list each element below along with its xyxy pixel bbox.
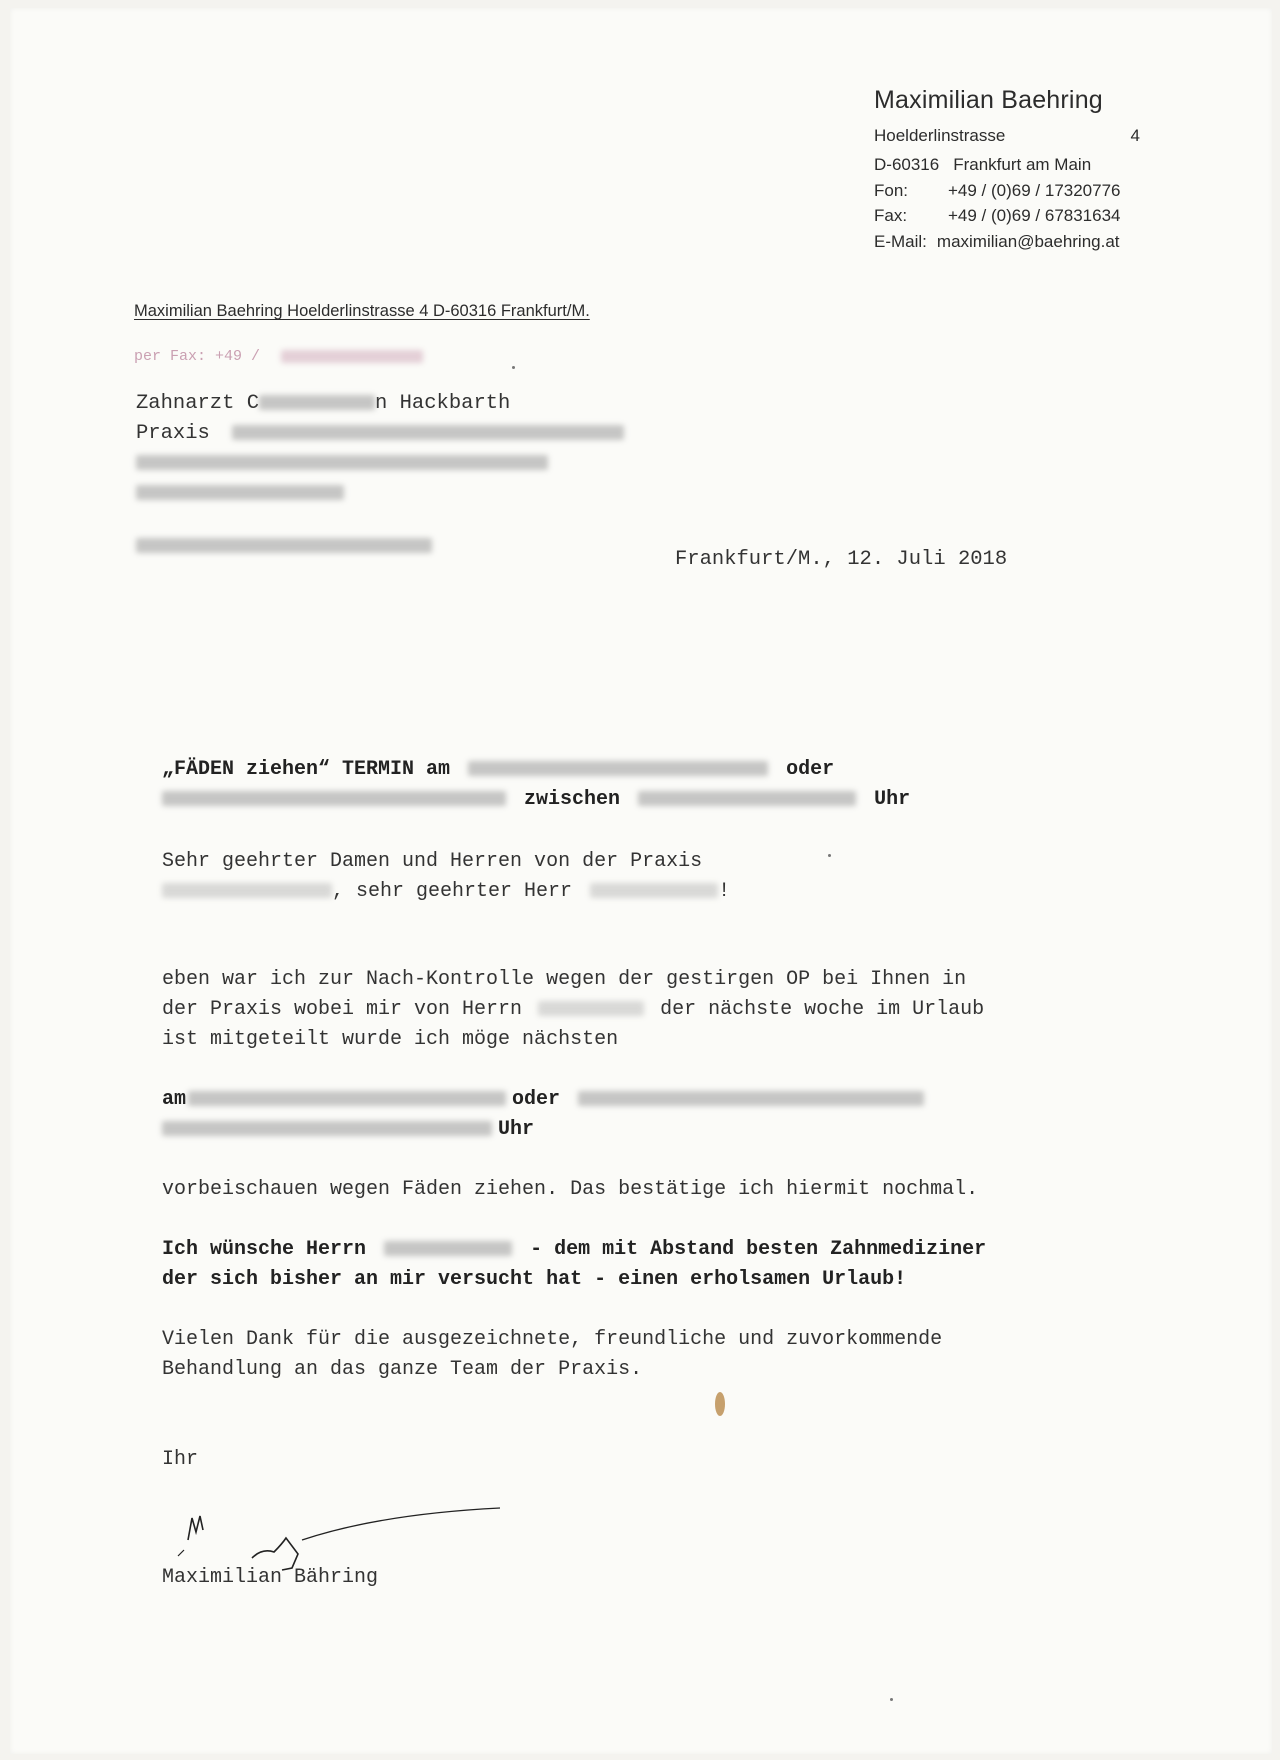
redacted-practice-names	[232, 425, 624, 440]
wish-line-2: der sich bisher an mir versucht hat - einen erholsamen Urlaub!	[162, 1268, 907, 1291]
phone-number: +49 / (0)69 / 17320776	[948, 181, 1121, 200]
thanks-line-2: Behandlung an das ganze Team der Praxis.	[162, 1358, 643, 1381]
redacted-time	[638, 791, 856, 806]
redacted-termin-date-2	[578, 1091, 924, 1106]
redacted-fax-number	[281, 350, 423, 363]
redacted-street	[136, 485, 344, 500]
letterhead-street-name: Hoelderlinstrasse	[874, 126, 1006, 145]
fax-prefix: per Fax: +49 /	[134, 348, 261, 365]
termin-line-2	[162, 1115, 534, 1145]
redacted-city	[136, 538, 432, 553]
recipient-line-3	[136, 452, 548, 475]
letterhead-city: Frankfurt am Main	[953, 155, 1092, 174]
body2-line: vorbeischauen wegen Fäden ziehen. Das bestätige ich hiermit nochmal.	[162, 1178, 979, 1201]
letterhead-city-line	[874, 155, 1091, 175]
termin-line-1	[162, 1085, 924, 1115]
phone-label: Fon:	[874, 181, 909, 200]
salutation-end: !	[718, 880, 731, 903]
termin-part-1: am	[162, 1088, 187, 1111]
redacted-termin-date-1	[188, 1091, 506, 1106]
salutation-mid: , sehr geehrter Herr	[332, 880, 573, 903]
body1-line-3: ist mitgeteilt wurde ich möge nächsten	[162, 1028, 619, 1051]
subject-part-4: Uhr	[874, 788, 911, 811]
body1-line-2	[162, 995, 984, 1025]
letterhead-email-line	[874, 232, 1120, 252]
wish-part-1: Ich wünsche Herrn	[162, 1238, 367, 1261]
recipient-line-4	[136, 482, 344, 505]
redacted-doctor-name-2	[538, 1001, 644, 1016]
salutation-line-1: Sehr geehrter Damen und Herren von der Praxis	[162, 850, 703, 873]
redacted-doctor-name	[590, 883, 718, 898]
fax-number: +49 / (0)69 / 67831634	[948, 206, 1121, 225]
redacted-date-1	[468, 761, 768, 776]
redacted-date-2	[162, 791, 506, 806]
redacted-practice-names-2	[136, 455, 548, 470]
subject-line-1	[162, 755, 834, 785]
email-address: maximilian@baehring.at	[936, 232, 1120, 251]
sender-return-line: Maximilian Baehring Hoelderlinstrasse 4 D-60316 Frankfurt/M.	[134, 302, 590, 320]
letterhead-street	[874, 126, 1140, 146]
thanks-line-1: Vielen Dank für die ausgezeichnete, freundliche und zuvorkommende	[162, 1328, 943, 1351]
scan-speck	[890, 1698, 893, 1701]
body1-line-2a: der Praxis wobei mir von Herrn	[162, 998, 523, 1021]
termin-part-2: oder	[512, 1088, 561, 1111]
letterhead-house-number: 4	[1130, 126, 1140, 145]
recipient-last-name: n Hackbarth	[375, 392, 511, 415]
letter-date: Frankfurt/M., 12. Juli 2018	[675, 548, 1008, 571]
closing: Ihr	[162, 1448, 199, 1471]
scan-speck	[828, 854, 831, 857]
redacted-termin-time	[162, 1121, 492, 1136]
scan-speck	[512, 366, 515, 369]
subject-part-3: zwischen	[524, 788, 621, 811]
redacted-first-name	[259, 395, 375, 410]
fax-recipient-line	[134, 348, 423, 365]
letterhead-phone-line	[874, 181, 1121, 201]
subject-part-2: oder	[786, 758, 835, 781]
salutation-line-2	[162, 877, 730, 907]
body1-line-1: eben war ich zur Nach-Kontrolle wegen der gestirgen OP bei Ihnen in	[162, 968, 967, 991]
wish-line-1	[162, 1235, 986, 1265]
letterhead-name: Maximilian Baehring	[874, 86, 1103, 114]
redacted-practice	[162, 883, 332, 898]
termin-part-3: Uhr	[498, 1118, 535, 1141]
fax-label: Fax:	[874, 206, 908, 225]
paper-stain	[715, 1392, 725, 1416]
letter-page	[10, 8, 1272, 1754]
letterhead-zip: D-60316	[874, 155, 940, 174]
wish-part-2: - dem mit Abstand besten Zahnmediziner	[530, 1238, 987, 1261]
redacted-doctor-name-3	[384, 1241, 512, 1256]
letterhead-fax-line	[874, 206, 1121, 226]
recipient-title: Zahnarzt C	[136, 392, 260, 415]
body1-line-2b: der nächste woche im Urlaub	[660, 998, 985, 1021]
recipient-line-1	[136, 392, 510, 415]
subject-line-2	[162, 785, 910, 815]
subject-part-1: „FÄDEN ziehen“ TERMIN am	[162, 758, 451, 781]
recipient-practice-label: Praxis	[136, 422, 210, 445]
recipient-line-2	[136, 422, 624, 445]
recipient-line-5	[136, 535, 432, 558]
signature-name: Maximilian Bähring	[162, 1566, 379, 1589]
email-label: E-Mail:	[874, 232, 927, 251]
